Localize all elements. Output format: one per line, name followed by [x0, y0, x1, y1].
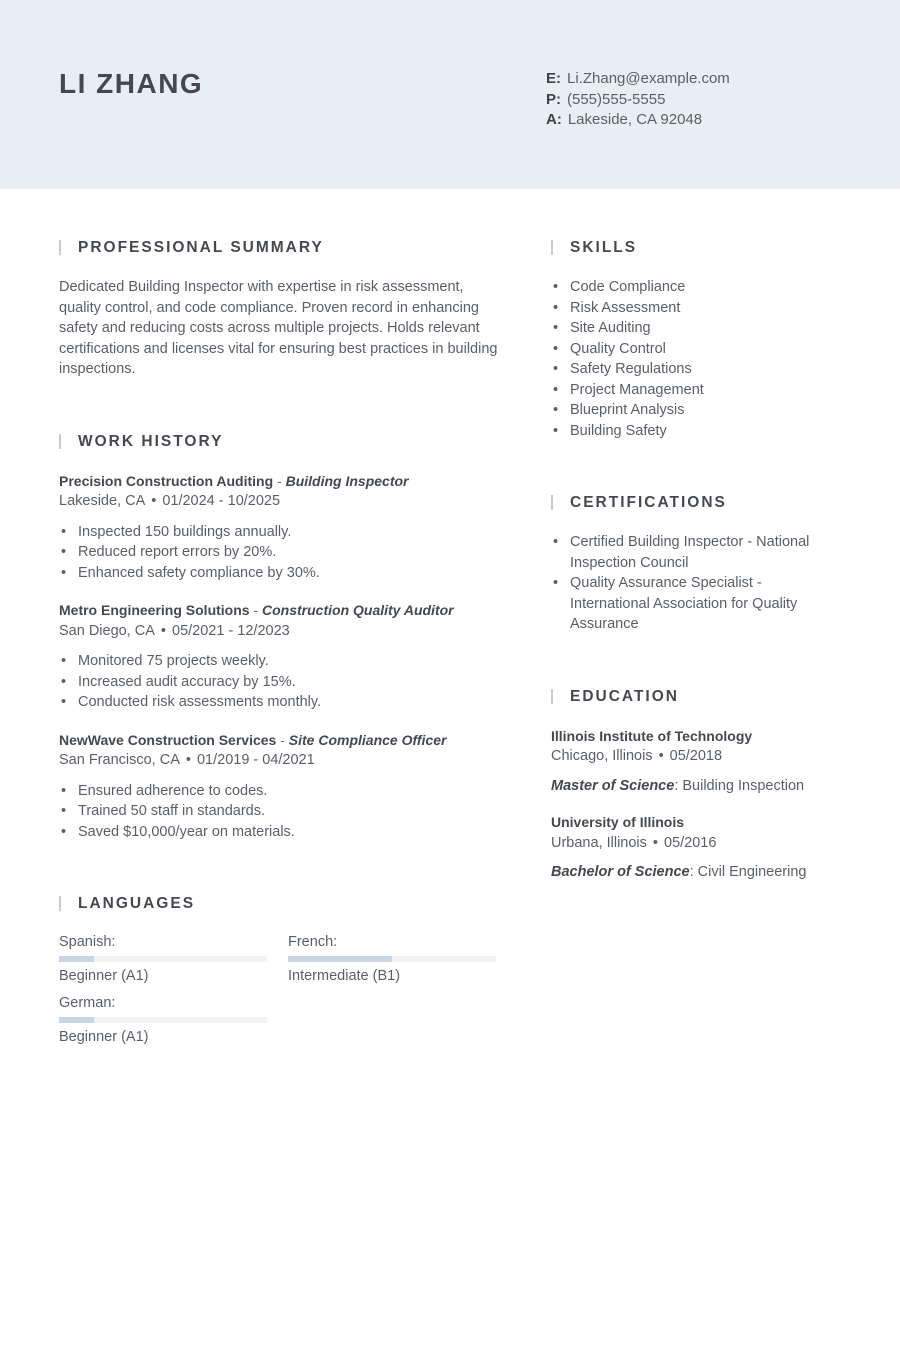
list-item: • Increased audit accuracy by 15%.: [61, 673, 296, 690]
job-header: NewWave Construction Services - Site Compliance Officer: [59, 731, 447, 748]
heading-accent-bar: [59, 896, 61, 911]
professional-summary-section: [59, 238, 499, 380]
section-heading: PROFESSIONAL SUMMARY: [59, 238, 499, 258]
list-item: • Building Safety: [553, 422, 667, 439]
section-heading: EDUCATION: [551, 687, 851, 707]
list-item: • Project Management: [553, 381, 704, 398]
job-title: Construction Quality Auditor: [262, 602, 454, 618]
contact-address: [546, 110, 730, 131]
list-item: • Conducted risk assessments monthly.: [61, 694, 322, 710]
job-company: Precision Construction Auditing: [59, 472, 274, 489]
language-level: Intermediate (B1): [288, 968, 401, 984]
job-entry: [59, 730, 499, 843]
degree-field: : Building Inspection: [674, 777, 805, 794]
language-name: Spanish:: [59, 934, 116, 950]
email-value[interactable]: Li.Zhang@example.com: [567, 70, 730, 87]
job-entry: [59, 600, 499, 713]
job-bullets: [59, 522, 499, 584]
degree-name: Master of Science: [551, 777, 675, 794]
contact-email: [546, 69, 730, 90]
section-heading: SKILLS: [551, 238, 851, 258]
heading-accent-bar: [59, 240, 61, 255]
resume-header: [0, 0, 900, 189]
education-meta: Chicago, Illinois • 05/2018: [551, 748, 723, 764]
list-item: • Quality Control: [553, 340, 666, 357]
work-history-section: [59, 432, 499, 843]
school-name: Illinois Institute of Technology: [551, 727, 753, 744]
certifications-list: [551, 532, 821, 635]
school-name: University of Illinois: [551, 814, 685, 830]
address-value: Lakeside, CA 92048: [567, 111, 703, 128]
heading-accent-bar: [551, 240, 553, 255]
job-meta: San Francisco, CA • 01/2019 - 04/2021: [59, 752, 315, 768]
list-item: • Saved $10,000/year on materials.: [61, 823, 295, 840]
list-item: • Blueprint Analysis: [553, 402, 685, 418]
language-level: Beginner (A1): [59, 1029, 149, 1045]
proficiency-bar: [288, 956, 496, 962]
section-heading: LANGUAGES: [59, 894, 499, 914]
job-meta: Lakeside, CA • 01/2024 - 10/2025: [59, 493, 281, 509]
proficiency-fill: [288, 956, 392, 962]
list-item: • Quality Assurance Specialist - International Association for Quality Assurance: [553, 575, 798, 632]
contact-info: [546, 69, 730, 131]
job-location: San Diego, CA: [59, 622, 155, 639]
job-entry: [59, 471, 499, 584]
education-entry: [551, 726, 851, 797]
proficiency-fill: [59, 956, 94, 962]
left-column: [59, 238, 499, 1052]
list-item: • Monitored 75 projects weekly.: [61, 653, 269, 669]
job-company: NewWave Construction Services: [59, 731, 277, 748]
list-item: • Certified Building Inspector - National Inspection Council: [553, 534, 810, 571]
graduation-date: 05/2018: [669, 748, 723, 764]
job-location: Lakeside, CA: [59, 493, 146, 509]
job-dates: 01/2024 - 10/2025: [162, 493, 281, 509]
job-title: Building Inspector: [285, 472, 409, 489]
summary-text: Dedicated Building Inspector with expertise in risk assessment, quality control, and code compliance. Proven record in enhancing safety and reducing costs across multiple projects. Holds relevant certifications and licenses vital for ensuring best practices in building inspections.: [59, 279, 498, 377]
list-item: • Trained 50 staff in standards.: [61, 803, 265, 819]
list-item: • Inspected 150 buildings annually.: [61, 523, 292, 540]
job-title: Site Compliance Officer: [288, 731, 447, 748]
skills-section: [551, 238, 851, 441]
heading-accent-bar: [551, 495, 553, 510]
contact-phone: [546, 90, 730, 111]
phone-value[interactable]: (555)555-5555: [567, 90, 666, 108]
language-name: French:: [288, 934, 338, 950]
heading-accent-bar: [59, 434, 61, 449]
degree-line: [551, 776, 851, 797]
section-heading: WORK HISTORY: [59, 432, 499, 452]
email-label: E:: [546, 70, 561, 87]
education-meta: Urbana, Illinois • 05/2016: [551, 834, 717, 851]
job-header: Precision Construction Auditing - Building Inspector: [59, 472, 409, 489]
degree-field: : Civil Engineering: [689, 864, 807, 880]
proficiency-bar: [59, 956, 267, 962]
proficiency-bar: [59, 1017, 267, 1023]
language-item: [288, 932, 496, 986]
school-location: Urbana, Illinois: [551, 834, 647, 851]
degree-line: [551, 862, 851, 883]
graduation-date: 05/2016: [664, 834, 717, 851]
job-bullets: [59, 781, 499, 843]
job-dates: 01/2019 - 04/2021: [196, 752, 315, 768]
right-column: [551, 238, 851, 883]
skills-list: [551, 277, 851, 441]
list-item: • Risk Assessment: [553, 299, 681, 316]
heading-accent-bar: [551, 689, 553, 704]
proficiency-fill: [59, 1017, 94, 1023]
education-section: [551, 687, 851, 883]
language-list: [59, 932, 499, 1052]
list-item: • Site Auditing: [553, 320, 651, 336]
job-bullets: [59, 651, 499, 713]
candidate-name: LI ZHANG: [59, 68, 204, 99]
job-company: Metro Engineering Solutions: [59, 602, 250, 618]
list-item: • Reduced report errors by 20%.: [61, 544, 277, 560]
job-location: San Francisco, CA: [59, 752, 180, 768]
language-name: German:: [59, 995, 116, 1011]
address-label: A:: [546, 111, 562, 128]
job-header: Metro Engineering Solutions - Construction Quality Auditor: [59, 602, 454, 618]
job-meta: San Diego, CA • 05/2021 - 12/2023: [59, 622, 290, 639]
language-item: [59, 993, 267, 1047]
section-heading: CERTIFICATIONS: [551, 493, 851, 513]
language-item: [59, 932, 267, 986]
languages-section: [59, 894, 499, 1052]
list-item: • Ensured adherence to codes.: [61, 782, 268, 799]
language-level: Beginner (A1): [59, 968, 149, 984]
education-entry: [551, 812, 851, 883]
job-dates: 05/2021 - 12/2023: [172, 622, 290, 639]
list-item: • Enhanced safety compliance by 30%.: [61, 564, 320, 581]
list-item: • Code Compliance: [553, 279, 686, 295]
list-item: • Safety Regulations: [553, 361, 692, 377]
degree-name: Bachelor of Science: [551, 864, 690, 880]
certifications-section: [551, 493, 851, 635]
phone-label: P:: [546, 90, 561, 108]
school-location: Chicago, Illinois: [551, 748, 653, 764]
